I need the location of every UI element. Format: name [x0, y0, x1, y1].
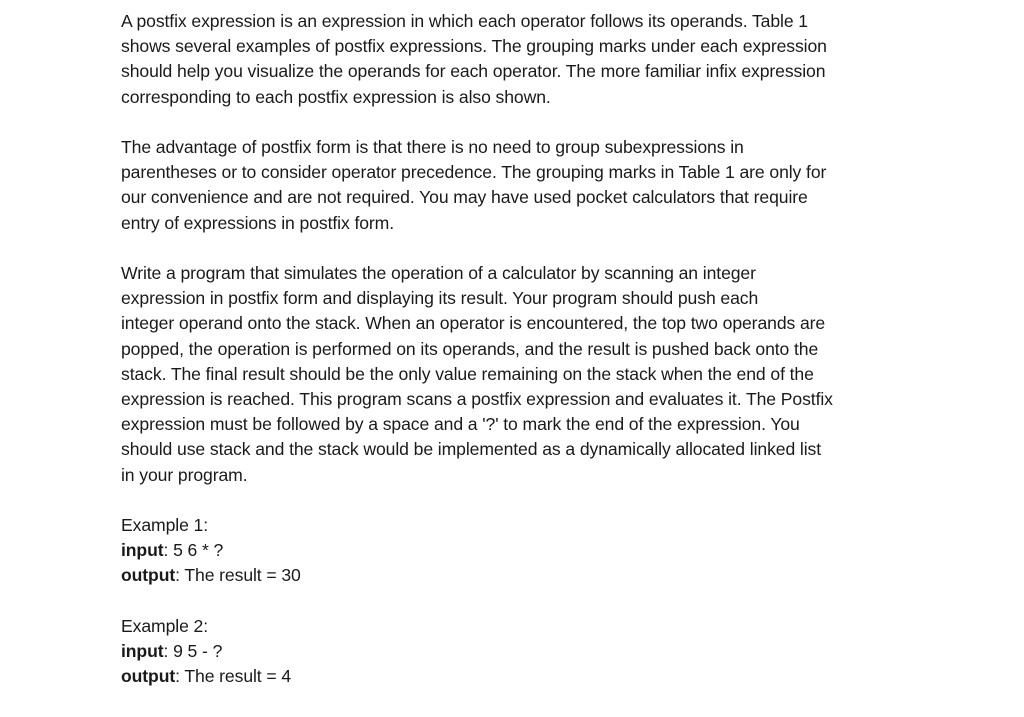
paragraph-postfix-intro: [121, 9, 911, 110]
output-label: output: [121, 666, 176, 687]
text-line: The advantage of postfix form is that there is no need to group subexpressions in: [121, 137, 744, 157]
input-value: : 5 6 * ?: [163, 540, 224, 561]
output-value: : The result = 4: [175, 666, 292, 687]
text-line: stack. The final result should be the only value remaining on the stack when the end of the: [121, 363, 814, 384]
example-input: [121, 639, 911, 664]
example-title: Example 1:: [121, 515, 209, 536]
example-1: [121, 513, 911, 589]
example-input: [121, 538, 911, 563]
document-body: [121, 9, 911, 715]
text-line: integer operand onto the stack. When an operator is encountered, the top two operands are: [121, 313, 826, 334]
text-line: shows several examples of postfix expressions. The grouping marks under each expression: [121, 36, 827, 57]
paragraph-postfix-advantage: [121, 135, 911, 236]
example-title: Example 2:: [121, 615, 209, 636]
text-line: should use stack and the stack would be implemented as a dynamically allocated linked list: [121, 439, 822, 460]
example-output: [121, 563, 911, 588]
text-line: Write a program that simulates the operation of a calculator by scanning an integer: [121, 263, 756, 283]
text-line: our convenience and are not required. You may have used pocket calculators that require: [121, 187, 808, 208]
text-line: A postfix expression is an expression in which each operator follows its operands. Table 1: [121, 11, 808, 31]
text-line: corresponding to each postfix expression is also shown.: [121, 86, 551, 107]
example-2: [121, 614, 911, 690]
input-value: : 9 5 - ?: [163, 641, 223, 662]
output-value: : The result = 30: [175, 565, 301, 586]
example-output: [121, 664, 911, 689]
text-line: expression in postfix form and displaying its result. Your program should push each: [121, 288, 759, 309]
text-line: parentheses or to consider operator precedence. The grouping marks in Table 1 are only for: [121, 162, 827, 183]
text-line: expression is reached. This program scans a postfix expression and evaluates it. The Postfix: [121, 389, 833, 410]
text-line: entry of expressions in postfix form.: [121, 212, 395, 233]
input-label: input: [121, 540, 164, 561]
input-label: input: [121, 641, 164, 662]
text-line: in your program.: [121, 464, 248, 485]
output-label: output: [121, 565, 176, 586]
paragraph-program-task: [121, 261, 911, 488]
text-line: popped, the operation is performed on its operands, and the result is pushed back onto the: [121, 338, 819, 359]
text-line: expression must be followed by a space and a '?' to mark the end of the expression. You: [121, 414, 800, 435]
text-line: should help you visualize the operands for each operator. The more familiar infix expression: [121, 61, 826, 82]
